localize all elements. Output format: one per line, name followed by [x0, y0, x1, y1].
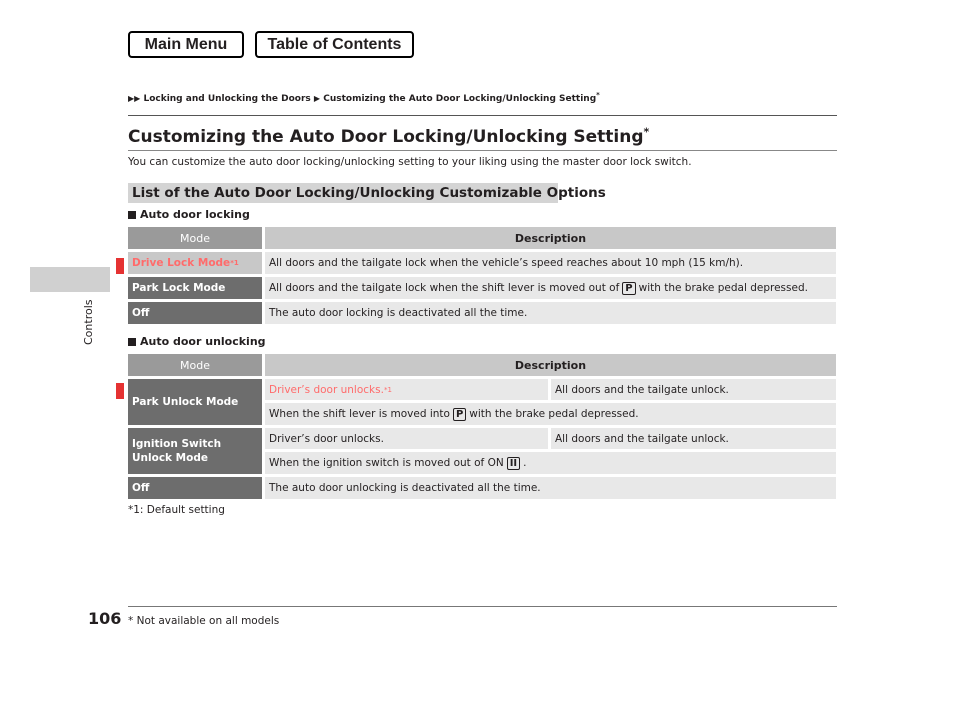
mode-cell: Off	[128, 302, 262, 324]
locking-table	[128, 227, 836, 325]
column-header-mode: Mode	[128, 227, 262, 249]
description-cell: The auto door locking is deactivated all the time.	[265, 302, 836, 324]
mode-cell: Drive Lock Mode *1	[128, 252, 262, 274]
mode-cell: Off	[128, 477, 262, 499]
table-row	[128, 477, 836, 499]
section-heading: List of the Auto Door Locking/Unlocking Customizable Options	[128, 183, 558, 203]
table-row	[128, 277, 836, 299]
column-header-description: Description	[265, 227, 836, 249]
mode-cell: Ignition Switch Unlock Mode	[128, 428, 262, 474]
chapter-label: Controls	[82, 299, 95, 345]
square-bullet-icon	[128, 211, 136, 219]
gear-p-key-icon: P	[453, 408, 466, 421]
table-row	[128, 252, 836, 274]
table-row	[128, 302, 836, 324]
description-cell: All doors and the tailgate lock when the shift lever is moved out of P with the brake pedal depressed.	[265, 277, 836, 299]
description-cell: All doors and the tailgate lock when the vehicle’s speed reaches about 10 mph (15 km/h).	[265, 252, 836, 274]
chapter-tab	[30, 267, 110, 292]
locking-heading: Auto door locking	[128, 208, 250, 221]
mode-cell: Park Lock Mode	[128, 277, 262, 299]
description-cell: All doors and the tailgate unlock.	[551, 379, 836, 400]
breadcrumb-item: Customizing the Auto Door Locking/Unlocking Setting	[323, 94, 597, 104]
breadcrumb	[128, 91, 600, 104]
table-of-contents-button[interactable]: Table of Contents	[255, 31, 414, 58]
description-cell: All doors and the tailgate unlock.	[551, 428, 836, 449]
intro-text: You can customize the auto door locking/unlocking setting to your liking using the master door lock switch.	[128, 156, 692, 168]
table-header-row	[128, 354, 836, 376]
availability-note: * Not available on all models	[128, 615, 280, 627]
unlocking-heading: Auto door unlocking	[128, 335, 266, 348]
unlocking-table	[128, 354, 836, 500]
chapter-marker-bottom	[116, 383, 124, 399]
description-cell: When the ignition switch is moved out of ON II .	[265, 452, 836, 474]
header-rule	[128, 115, 837, 116]
page-title: Customizing the Auto Door Locking/Unlocking Setting*	[128, 125, 650, 147]
ignition-position-ii-icon: II	[507, 457, 520, 470]
title-rule	[128, 150, 837, 151]
table-subrow	[128, 379, 836, 400]
gear-p-key-icon: P	[622, 282, 635, 295]
table-subrow	[128, 428, 836, 449]
page-number: 106	[88, 609, 122, 628]
chapter-marker-top	[116, 258, 124, 274]
description-cell: The auto door unlocking is deactivated all the time.	[265, 477, 836, 499]
breadcrumb-star: *	[596, 91, 600, 99]
column-header-mode: Mode	[128, 354, 262, 376]
footnote: *1: Default setting	[128, 504, 225, 516]
mode-cell: Park Unlock Mode	[128, 379, 262, 425]
table-subrow	[128, 452, 836, 474]
breadcrumb-arrow-icon: ▶▶	[128, 94, 141, 103]
table-subrow	[128, 403, 836, 425]
description-cell: Driver’s door unlocks. *1	[265, 379, 548, 400]
breadcrumb-arrow-icon: ▶	[313, 94, 321, 103]
breadcrumb-item[interactable]: Locking and Unlocking the Doors	[143, 94, 311, 104]
description-cell: Driver’s door unlocks.	[265, 428, 548, 449]
main-menu-button[interactable]: Main Menu	[128, 31, 244, 58]
square-bullet-icon	[128, 338, 136, 346]
table-header-row	[128, 227, 836, 249]
description-cell: When the shift lever is moved into P with the brake pedal depressed.	[265, 403, 836, 425]
title-star: *	[643, 125, 650, 139]
footer-rule	[128, 606, 837, 607]
column-header-description: Description	[265, 354, 836, 376]
